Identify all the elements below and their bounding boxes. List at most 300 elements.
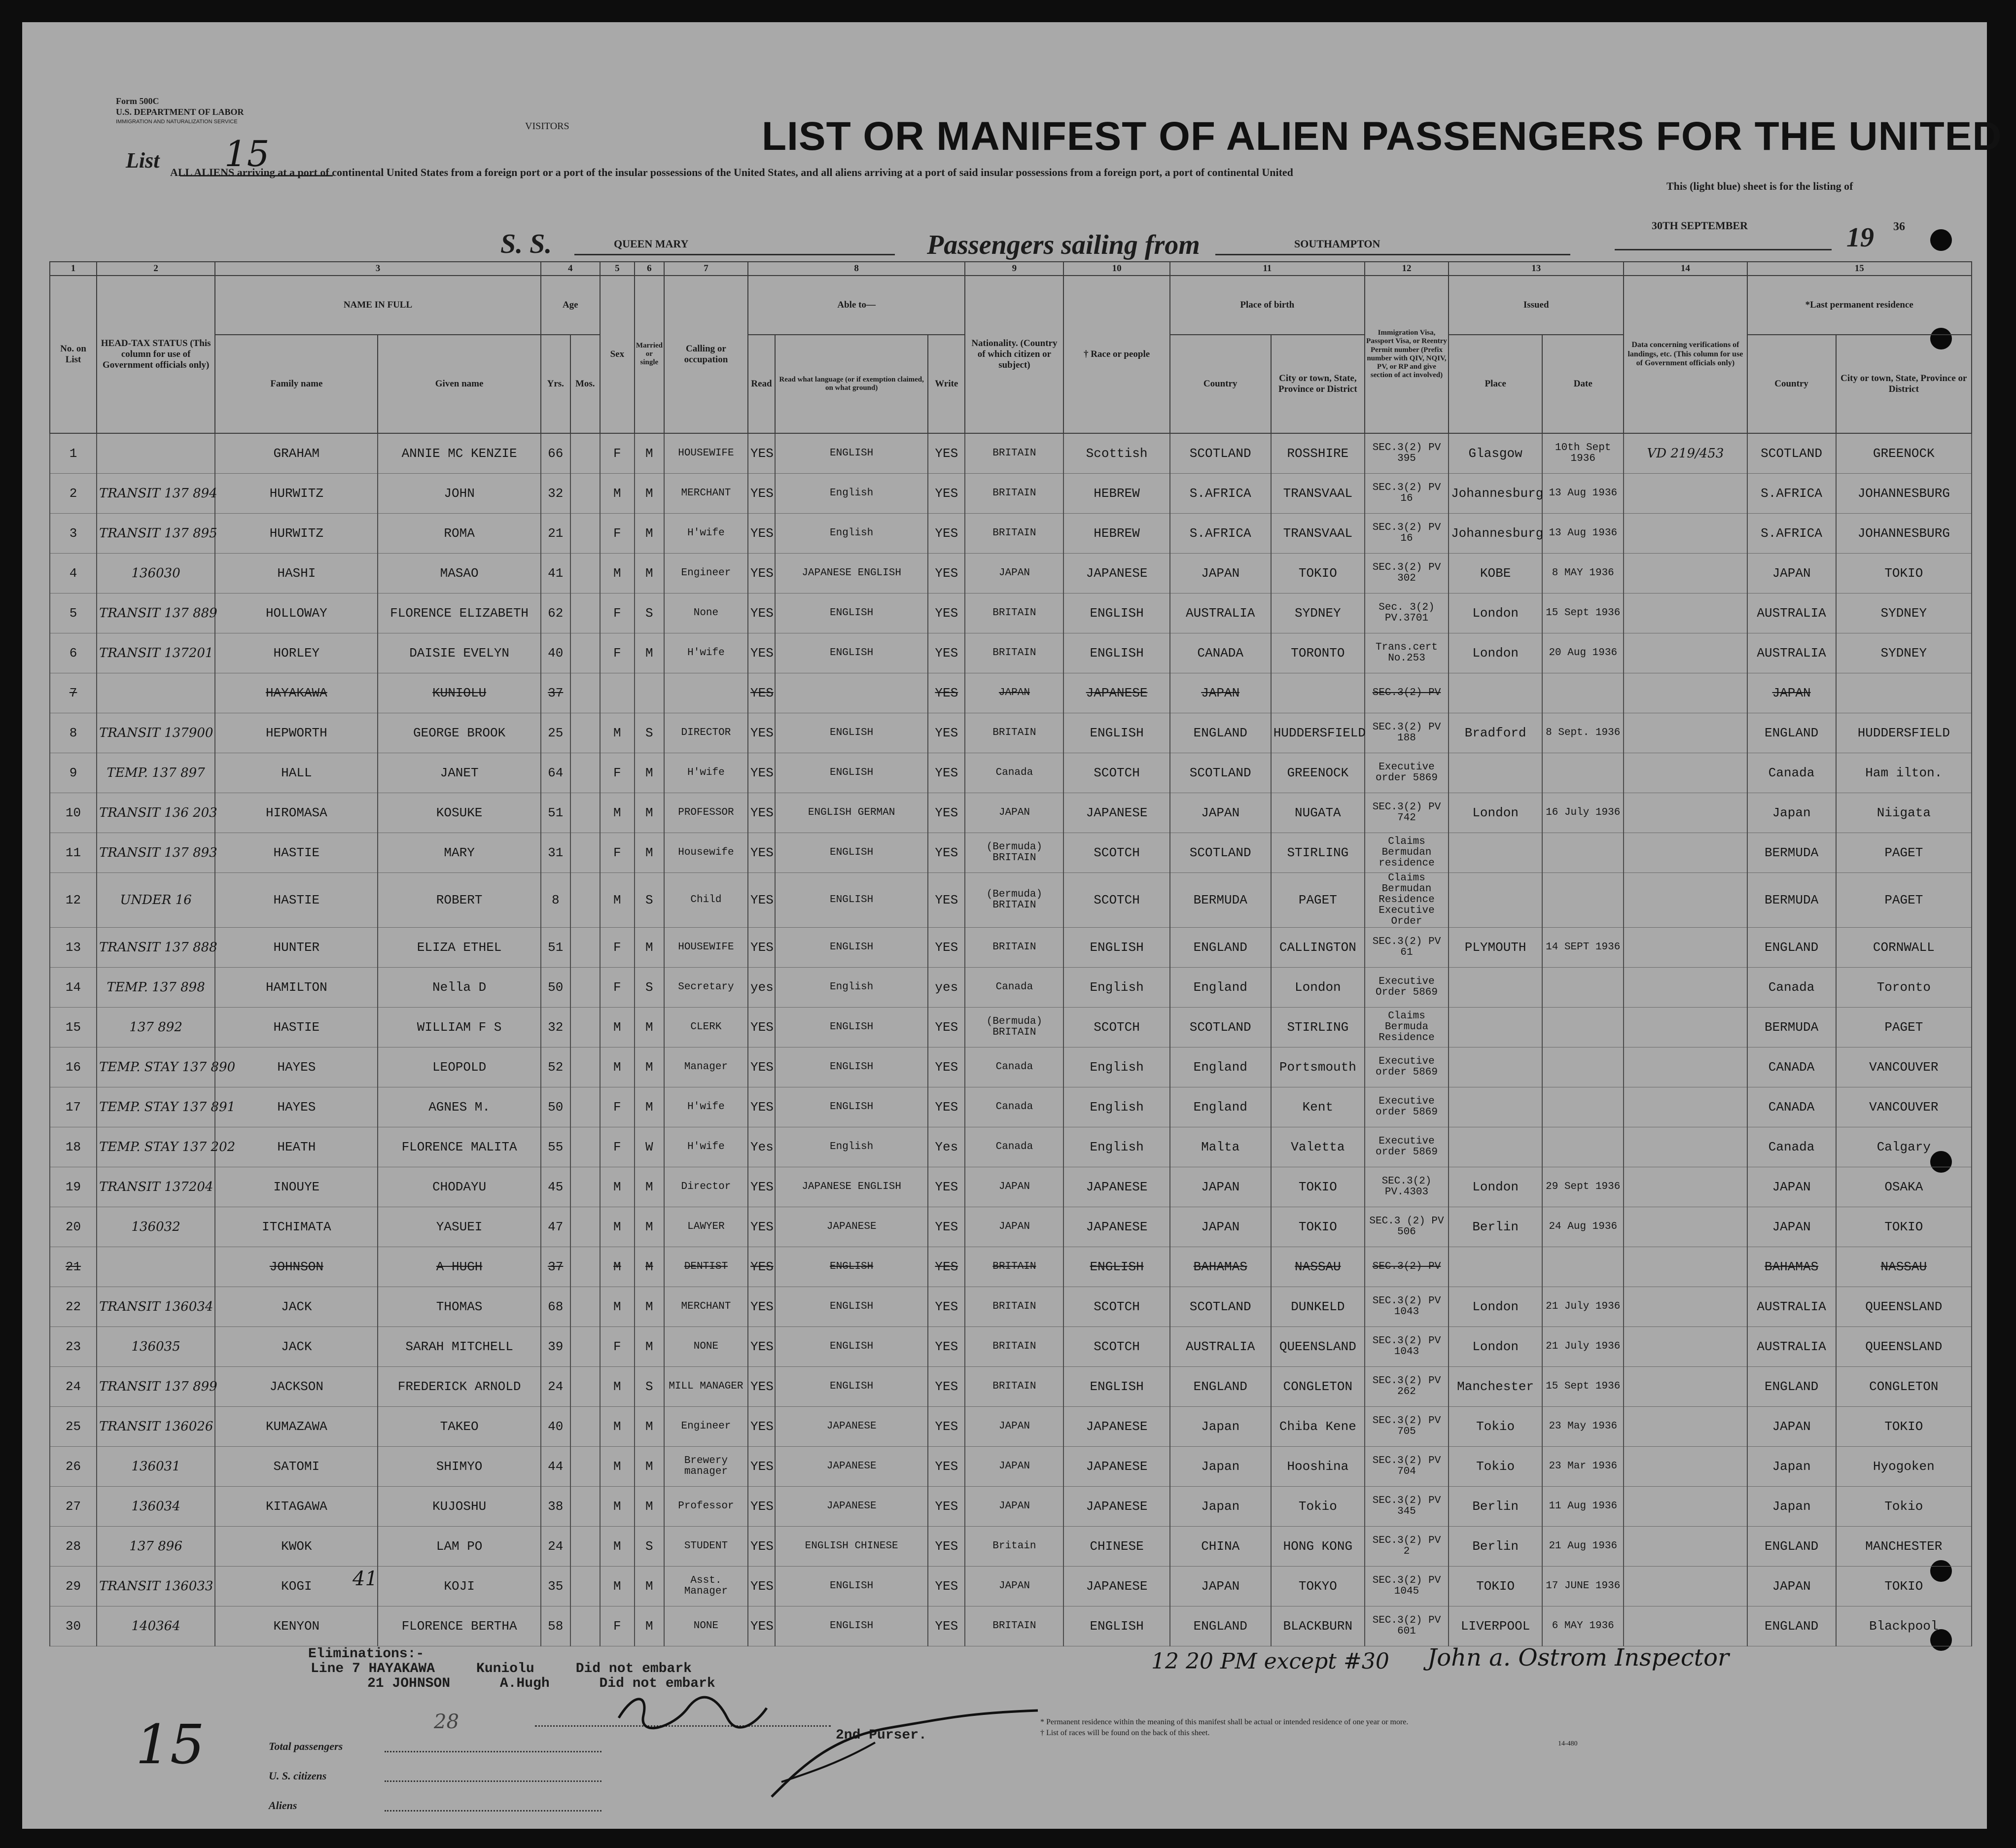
age-years: 51: [541, 928, 570, 968]
head-tax-status: TRANSIT 136026: [97, 1407, 215, 1447]
visa-number: Executive order 5869: [1365, 753, 1449, 793]
marital-status: M: [635, 753, 664, 793]
passenger-row: [50, 1567, 1972, 1606]
verification: [1624, 1167, 1747, 1207]
occupation: NONE: [664, 1327, 748, 1367]
can-read: YES: [748, 673, 775, 713]
age-months: [570, 433, 600, 474]
age-months: [570, 673, 600, 713]
head-tax-status: 136034: [97, 1487, 215, 1527]
sex: M: [600, 553, 635, 593]
total-passengers-line: [385, 1750, 601, 1752]
visa-number: SEC.3 (2) PV 506: [1365, 1207, 1449, 1247]
visa-number: SEC.3(2) PV 1045: [1365, 1567, 1449, 1606]
can-read: yes: [748, 968, 775, 1008]
residence-country: ENGLAND: [1747, 1527, 1836, 1567]
ss-label: S. S.: [500, 229, 552, 259]
residence-country: Canada: [1747, 1127, 1836, 1167]
given-name: ROMA: [378, 513, 540, 553]
hdr-given-name: Given name: [378, 335, 540, 433]
age-years: 64: [541, 753, 570, 793]
marital-status: M: [635, 1047, 664, 1087]
residence-country: Japan: [1747, 1447, 1836, 1487]
issued-date: 23 May 1936: [1542, 1407, 1624, 1447]
nationality: Canada: [965, 968, 1063, 1008]
can-write: YES: [928, 1487, 965, 1527]
birth-country: Malta: [1170, 1127, 1271, 1167]
birth-country: BAHAMAS: [1170, 1247, 1271, 1287]
visa-number: SEC.3(2) PV 2: [1365, 1527, 1449, 1567]
marital-status: M: [635, 433, 664, 474]
age-years: 24: [541, 1367, 570, 1407]
col-num-10: 10: [1063, 262, 1169, 276]
residence-country: BERMUDA: [1747, 872, 1836, 927]
can-write: YES: [928, 833, 965, 872]
note-41: 41: [353, 1568, 378, 1590]
occupation: MERCHANT: [664, 473, 748, 513]
occupation: [664, 673, 748, 713]
sex: M: [600, 1447, 635, 1487]
visa-number: Executive Order 5869: [1365, 968, 1449, 1008]
footnote-races: † List of races will be found on the back of this sheet.: [1040, 1729, 1210, 1737]
row-number: 7: [50, 673, 97, 713]
purser-signature: [614, 1688, 772, 1733]
nationality: BRITAIN: [965, 1367, 1063, 1407]
visa-number: SEC.3(2) PV.4303: [1365, 1167, 1449, 1207]
hdr-name-in-full: NAME IN FULL: [215, 276, 541, 335]
can-write: YES: [928, 1087, 965, 1127]
sex: F: [600, 968, 635, 1008]
race: JAPANESE: [1063, 1167, 1169, 1207]
read-language: ENGLISH: [775, 433, 928, 474]
given-name: TAKEO: [378, 1407, 540, 1447]
visa-number: Claims Bermuda Residence: [1365, 1008, 1449, 1047]
issued-place: Glasgow: [1449, 433, 1542, 474]
race: JAPANESE: [1063, 1407, 1169, 1447]
race: JAPANESE: [1063, 793, 1169, 833]
occupation: Director: [664, 1167, 748, 1207]
family-name: HUNTER: [215, 928, 378, 968]
residence-city: TOKIO: [1836, 1567, 1972, 1606]
passenger-row: [50, 673, 1972, 713]
can-read: YES: [748, 1087, 775, 1127]
row-number: 27: [50, 1487, 97, 1527]
verification: VD 219/453: [1624, 433, 1747, 474]
issued-date: 10th Sept 1936: [1542, 433, 1624, 474]
birth-country: JAPAN: [1170, 553, 1271, 593]
given-name: AGNES M.: [378, 1087, 540, 1127]
birth-city: Kent: [1271, 1087, 1365, 1127]
birth-country: ENGLAND: [1170, 1606, 1271, 1646]
port-name: SOUTHAMPTON: [1294, 238, 1380, 250]
issued-date: 21 Aug 1936: [1542, 1527, 1624, 1567]
hdr-calling: Calling or occupation: [664, 276, 748, 433]
occupation: LAWYER: [664, 1207, 748, 1247]
col-num-6: 6: [635, 262, 664, 276]
hdr-issued: Issued: [1449, 276, 1624, 335]
sex: M: [600, 1167, 635, 1207]
residence-country: AUSTRALIA: [1747, 1287, 1836, 1327]
nationality: BRITAIN: [965, 928, 1063, 968]
total-passengers-label: Total passengers: [269, 1740, 343, 1752]
head-tax-status: TRANSIT 137 895: [97, 513, 215, 553]
visa-number: SEC.3(2) PV 16: [1365, 473, 1449, 513]
issued-place: London: [1449, 793, 1542, 833]
visa-number: SEC.3(2) PV 16: [1365, 513, 1449, 553]
verification: [1624, 928, 1747, 968]
marital-status: [635, 673, 664, 713]
birth-city: Tokio: [1271, 1487, 1365, 1527]
visa-number: SEC.3(2) PV 1043: [1365, 1327, 1449, 1367]
verification: [1624, 633, 1747, 673]
head-tax-status: 136035: [97, 1327, 215, 1367]
us-citizens-line: [385, 1779, 601, 1782]
date-underline: [1615, 249, 1832, 250]
issued-place: Tokio: [1449, 1447, 1542, 1487]
read-language: ENGLISH: [775, 1047, 928, 1087]
hdr-issued-date: Date: [1542, 335, 1624, 433]
read-language: ENGLISH: [775, 872, 928, 927]
age-months: [570, 968, 600, 1008]
hdr-married: Married or single: [635, 276, 664, 433]
issued-place: London: [1449, 1167, 1542, 1207]
row-number: 16: [50, 1047, 97, 1087]
residence-country: BERMUDA: [1747, 833, 1836, 872]
birth-city: TOKIO: [1271, 1207, 1365, 1247]
purser-label: 2nd Purser.: [836, 1728, 927, 1743]
birth-country: ENGLAND: [1170, 713, 1271, 753]
visa-number: Executive order 5869: [1365, 1047, 1449, 1087]
age-years: 8: [541, 872, 570, 927]
sex: M: [600, 1407, 635, 1447]
residence-city: PAGET: [1836, 1008, 1972, 1047]
family-name: HASTIE: [215, 1008, 378, 1047]
passenger-row: [50, 1047, 1972, 1087]
passenger-row: [50, 553, 1972, 593]
issued-date: 24 Aug 1936: [1542, 1207, 1624, 1247]
marital-status: M: [635, 928, 664, 968]
ship-name: QUEEN MARY: [614, 238, 689, 250]
hdr-last-residence: *Last permanent residence: [1747, 276, 1972, 335]
count-note: 28: [434, 1710, 459, 1733]
sex: M: [600, 1207, 635, 1247]
visa-number: SEC.3(2) PV 262: [1365, 1367, 1449, 1407]
issued-place: [1449, 1087, 1542, 1127]
given-name: GEORGE BROOK: [378, 713, 540, 753]
age-months: [570, 1407, 600, 1447]
marital-status: S: [635, 713, 664, 753]
race: CHINESE: [1063, 1527, 1169, 1567]
family-name: KENYON: [215, 1606, 378, 1646]
can-write: Yes: [928, 1127, 965, 1167]
subtitle-line-1: ALL ALIENS arriving at a port of continental United States from a foreign port or a port of the insular possessions of the United States, and all aliens arriving at a port of said insular possessions from a foreign port, a port of continental United: [170, 166, 1293, 178]
nationality: Canada: [965, 753, 1063, 793]
birth-country: England: [1170, 968, 1271, 1008]
family-name: INOUYE: [215, 1167, 378, 1207]
col-num-13: 13: [1449, 262, 1624, 276]
nationality: JAPAN: [965, 673, 1063, 713]
row-number: 20: [50, 1207, 97, 1247]
given-name: LEOPOLD: [378, 1047, 540, 1087]
head-tax-status: 136030: [97, 553, 215, 593]
residence-country: JAPAN: [1747, 1207, 1836, 1247]
visa-number: SEC.3(2) PV 742: [1365, 793, 1449, 833]
can-read: YES: [748, 713, 775, 753]
family-name: GRAHAM: [215, 433, 378, 474]
passenger-row: [50, 1327, 1972, 1367]
birth-city: STIRLING: [1271, 1008, 1365, 1047]
issued-place: [1449, 753, 1542, 793]
examined-note: 12 20 PM except #30: [1151, 1649, 1389, 1674]
verification: [1624, 1287, 1747, 1327]
birth-city: ROSSHIRE: [1271, 433, 1365, 474]
age-months: [570, 1207, 600, 1247]
read-language: ENGLISH CHINESE: [775, 1527, 928, 1567]
nationality: BRITAIN: [965, 593, 1063, 633]
birth-country: ENGLAND: [1170, 1367, 1271, 1407]
issued-date: 29 Sept 1936: [1542, 1167, 1624, 1207]
read-language: JAPANESE ENGLISH: [775, 553, 928, 593]
can-read: Yes: [748, 1127, 775, 1167]
issued-place: [1449, 1127, 1542, 1167]
passenger-row: [50, 1527, 1972, 1567]
can-read: YES: [748, 1287, 775, 1327]
issued-place: Berlin: [1449, 1207, 1542, 1247]
passenger-row: [50, 1367, 1972, 1407]
can-write: YES: [928, 872, 965, 927]
race: English: [1063, 1127, 1169, 1167]
read-language: ENGLISH: [775, 1606, 928, 1646]
issued-date: 8 Sept. 1936: [1542, 713, 1624, 753]
hdr-res-city: City or town, State, Province or District: [1836, 335, 1972, 433]
can-read: YES: [748, 1008, 775, 1047]
birth-city: CONGLETON: [1271, 1367, 1365, 1407]
sex: M: [600, 713, 635, 753]
nationality: JAPAN: [965, 793, 1063, 833]
aliens-line: [385, 1809, 601, 1812]
issued-date: 13 Aug 1936: [1542, 513, 1624, 553]
row-number: 5: [50, 593, 97, 633]
race: SCOTCH: [1063, 872, 1169, 927]
can-write: YES: [928, 793, 965, 833]
manifest-table: [49, 261, 1972, 1646]
can-write: YES: [928, 513, 965, 553]
sex: F: [600, 1606, 635, 1646]
birth-city: [1271, 673, 1365, 713]
issued-date: 13 Aug 1936: [1542, 473, 1624, 513]
read-language: ENGLISH: [775, 928, 928, 968]
row-number: 2: [50, 473, 97, 513]
can-read: YES: [748, 513, 775, 553]
department: U.S. DEPARTMENT OF LABOR: [116, 107, 244, 117]
read-language: English: [775, 473, 928, 513]
hdr-yrs: Yrs.: [541, 335, 570, 433]
sex: F: [600, 433, 635, 474]
head-tax-status: [97, 673, 215, 713]
marital-status: M: [635, 1207, 664, 1247]
family-name: HALL: [215, 753, 378, 793]
occupation: Housewife: [664, 833, 748, 872]
can-write: YES: [928, 433, 965, 474]
hdr-nationality: Nationality. (Country of which citizen or subject): [965, 276, 1063, 433]
marital-status: M: [635, 1167, 664, 1207]
residence-city: SYDNEY: [1836, 593, 1972, 633]
family-name: HAYAKAWA: [215, 673, 378, 713]
family-name: HURWITZ: [215, 513, 378, 553]
can-write: YES: [928, 593, 965, 633]
occupation: Professor: [664, 1487, 748, 1527]
birth-country: ENGLAND: [1170, 928, 1271, 968]
verification: [1624, 713, 1747, 753]
passenger-row: [50, 1487, 1972, 1527]
occupation: NONE: [664, 1606, 748, 1646]
age-months: [570, 753, 600, 793]
elimination-line-2: 21 JOHNSON A.Hugh Did not embark: [367, 1676, 715, 1691]
given-name: MARY: [378, 833, 540, 872]
family-name: KWOK: [215, 1527, 378, 1567]
age-years: 37: [541, 1247, 570, 1287]
age-months: [570, 1606, 600, 1646]
can-read: YES: [748, 1487, 775, 1527]
row-number: 26: [50, 1447, 97, 1487]
given-name: THOMAS: [378, 1287, 540, 1327]
birth-country: SCOTLAND: [1170, 833, 1271, 872]
row-number: 28: [50, 1527, 97, 1567]
can-read: YES: [748, 833, 775, 872]
row-number: 9: [50, 753, 97, 793]
race: ENGLISH: [1063, 928, 1169, 968]
issued-date: 16 July 1936: [1542, 793, 1624, 833]
marital-status: M: [635, 553, 664, 593]
age-months: [570, 1167, 600, 1207]
age-months: [570, 1247, 600, 1287]
residence-country: BAHAMAS: [1747, 1247, 1836, 1287]
residence-city: Hyogoken: [1836, 1447, 1972, 1487]
occupation: Asst. Manager: [664, 1567, 748, 1606]
residence-country: AUSTRALIA: [1747, 593, 1836, 633]
visa-number: SEC.3(2) PV 395: [1365, 433, 1449, 474]
occupation: H'wife: [664, 753, 748, 793]
read-language: ENGLISH: [775, 1247, 928, 1287]
residence-city: PAGET: [1836, 833, 1972, 872]
issued-place: [1449, 1047, 1542, 1087]
subtitle-line-2: This (light blue) sheet is for the listing of: [1666, 180, 1853, 192]
residence-city: TOKIO: [1836, 1407, 1972, 1447]
birth-country: SCOTLAND: [1170, 433, 1271, 474]
nationality: JAPAN: [965, 1167, 1063, 1207]
read-language: ENGLISH: [775, 713, 928, 753]
age-years: 41: [541, 553, 570, 593]
sex: M: [600, 872, 635, 927]
passenger-row: [50, 1247, 1972, 1287]
birth-city: Valetta: [1271, 1127, 1365, 1167]
age-years: 25: [541, 713, 570, 753]
sex: F: [600, 513, 635, 553]
passenger-row: [50, 713, 1972, 753]
residence-country: CANADA: [1747, 1087, 1836, 1127]
margin-number-note: 15: [136, 1713, 205, 1776]
read-language: ENGLISH: [775, 833, 928, 872]
residence-city: Ham ilton.: [1836, 753, 1972, 793]
col-num-2: 2: [97, 262, 215, 276]
visa-number: SEC.3(2) PV 345: [1365, 1487, 1449, 1527]
can-read: YES: [748, 553, 775, 593]
read-language: ENGLISH: [775, 1567, 928, 1606]
page-title: LIST OR MANIFEST OF ALIEN PASSENGERS FOR THE UNITED: [762, 114, 2002, 159]
given-name: ROBERT: [378, 872, 540, 927]
family-name: JOHNSON: [215, 1247, 378, 1287]
can-read: YES: [748, 1447, 775, 1487]
can-read: YES: [748, 593, 775, 633]
nationality: BRITAIN: [965, 713, 1063, 753]
birth-country: JAPAN: [1170, 673, 1271, 713]
residence-country: JAPAN: [1747, 1567, 1836, 1606]
given-name: WILLIAM F S: [378, 1008, 540, 1047]
issued-date: 8 MAY 1936: [1542, 553, 1624, 593]
residence-city: Toronto: [1836, 968, 1972, 1008]
birth-country: CHINA: [1170, 1527, 1271, 1567]
age-years: 62: [541, 593, 570, 633]
nationality: JAPAN: [965, 1567, 1063, 1606]
race: English: [1063, 1047, 1169, 1087]
can-write: YES: [928, 1167, 965, 1207]
read-language: [775, 673, 928, 713]
age-years: 52: [541, 1047, 570, 1087]
age-years: 31: [541, 833, 570, 872]
verification: [1624, 1447, 1747, 1487]
residence-country: S.AFRICA: [1747, 513, 1836, 553]
given-name: FREDERICK ARNOLD: [378, 1367, 540, 1407]
issued-place: Bradford: [1449, 713, 1542, 753]
residence-city: TOKIO: [1836, 1207, 1972, 1247]
given-name: DAISIE EVELYN: [378, 633, 540, 673]
family-name: HIROMASA: [215, 793, 378, 833]
residence-country: AUSTRALIA: [1747, 1327, 1836, 1367]
can-write: YES: [928, 1047, 965, 1087]
passenger-row: [50, 928, 1972, 968]
residence-country: JAPAN: [1747, 673, 1836, 713]
verification: [1624, 1527, 1747, 1567]
age-years: 45: [541, 1167, 570, 1207]
row-number: 22: [50, 1287, 97, 1327]
port-underline: [1215, 254, 1570, 255]
can-write: YES: [928, 473, 965, 513]
issued-place: KOBE: [1449, 553, 1542, 593]
issued-date: 15 Sept 1936: [1542, 593, 1624, 633]
occupation: HOUSEWIFE: [664, 928, 748, 968]
can-read: YES: [748, 872, 775, 927]
verification: [1624, 1407, 1747, 1447]
passenger-row: [50, 1287, 1972, 1327]
hdr-place-of-birth: Place of birth: [1170, 276, 1365, 335]
issued-date: 6 MAY 1936: [1542, 1606, 1624, 1646]
given-name: JANET: [378, 753, 540, 793]
race: HEBREW: [1063, 513, 1169, 553]
verification: [1624, 1127, 1747, 1167]
residence-city: Niigata: [1836, 793, 1972, 833]
age-years: 50: [541, 968, 570, 1008]
issued-date: 21 July 1936: [1542, 1287, 1624, 1327]
col-num-7: 7: [664, 262, 748, 276]
family-name: KUMAZAWA: [215, 1407, 378, 1447]
age-years: 21: [541, 513, 570, 553]
occupation: CLERK: [664, 1008, 748, 1047]
visa-number: Trans.cert No.253: [1365, 633, 1449, 673]
nationality: (Bermuda) BRITAIN: [965, 1008, 1063, 1047]
nationality: Britain: [965, 1527, 1063, 1567]
visa-number: SEC.3(2) PV 61: [1365, 928, 1449, 968]
birth-city: Hooshina: [1271, 1447, 1365, 1487]
